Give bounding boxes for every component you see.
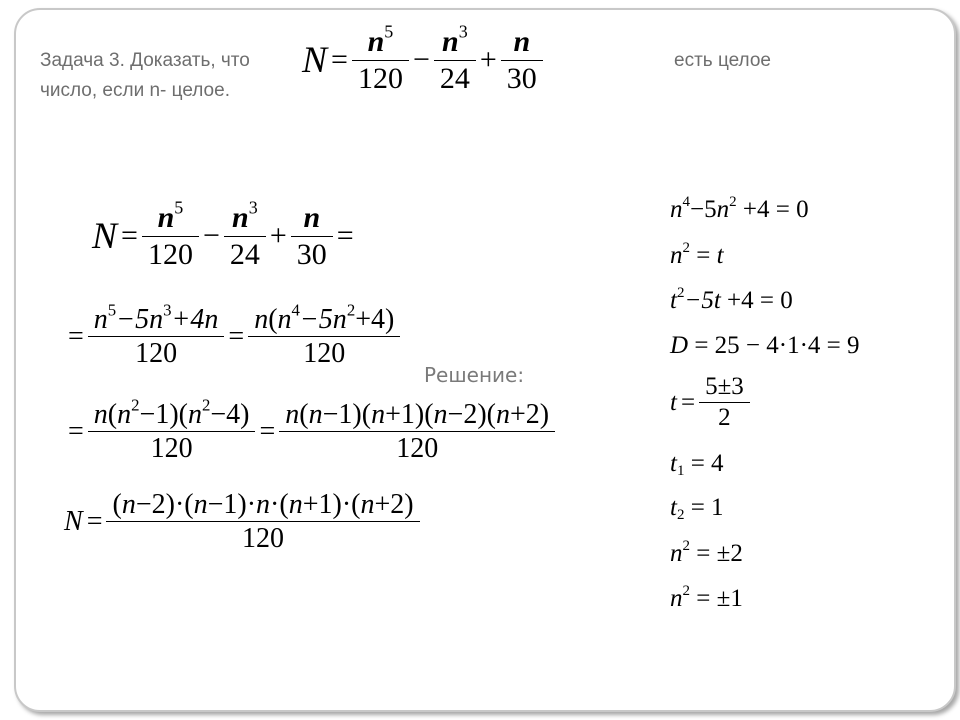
right-eq-n2-pm1: $n^2 = \pm 1$ bbox=[670, 582, 743, 612]
right-eq-t-roots: t = $\frac{5\pm 3}{2}$ bbox=[670, 374, 750, 432]
task-text-tail: есть целое bbox=[674, 50, 771, 71]
task-text-line2: число, если n- целое. bbox=[40, 80, 230, 101]
right-eq-3: $t^2-5t +4 = 0$ bbox=[670, 284, 793, 314]
solution-label: Решение: bbox=[424, 363, 525, 387]
task-text-line1: Задача 3. Доказать, что bbox=[40, 50, 250, 71]
right-eq-t2: $t_2 = 1$ bbox=[670, 494, 724, 523]
derivation-line-1: N = $\frac{n^5}{120}$ − $\frac{n^3}{24}$ + $\frac{n}{30}$ = bbox=[92, 197, 354, 271]
derivation-line-3: = $\frac{n(n^2-1)(n^2-4)}{120}$ = $\frac{n(n-1)(n+1)(n-2)(n+2)}{120}$ bbox=[64, 400, 555, 464]
header-formula: N = $\frac{n^5}{120}$ − $\frac{n^3}{24}$ + $\frac{n}{30}$ bbox=[302, 26, 543, 94]
right-eq-t1: $t_1 = 4$ bbox=[670, 450, 724, 479]
right-eq-2: $n^2 = t$ bbox=[670, 239, 724, 269]
right-eq-discriminant: D = 25 − 4·1·4 = 9 bbox=[670, 332, 860, 359]
right-eq-n2-pm2: $n^2 = \pm 2$ bbox=[670, 537, 743, 567]
derivation-line-2: = $\frac{n^5-5n^3+4n}{120}$ = $\frac{n(n^4-5n^2+4)}{120}$ bbox=[64, 305, 400, 369]
right-eq-1: $n^4-5n^2 +4 = 0$ bbox=[670, 193, 809, 223]
derivation-line-4: N = $\frac{(n-2)\cdot(n-1)\cdot n\cdot(n+1)\cdot(n+2)}{120}$ bbox=[64, 490, 420, 554]
